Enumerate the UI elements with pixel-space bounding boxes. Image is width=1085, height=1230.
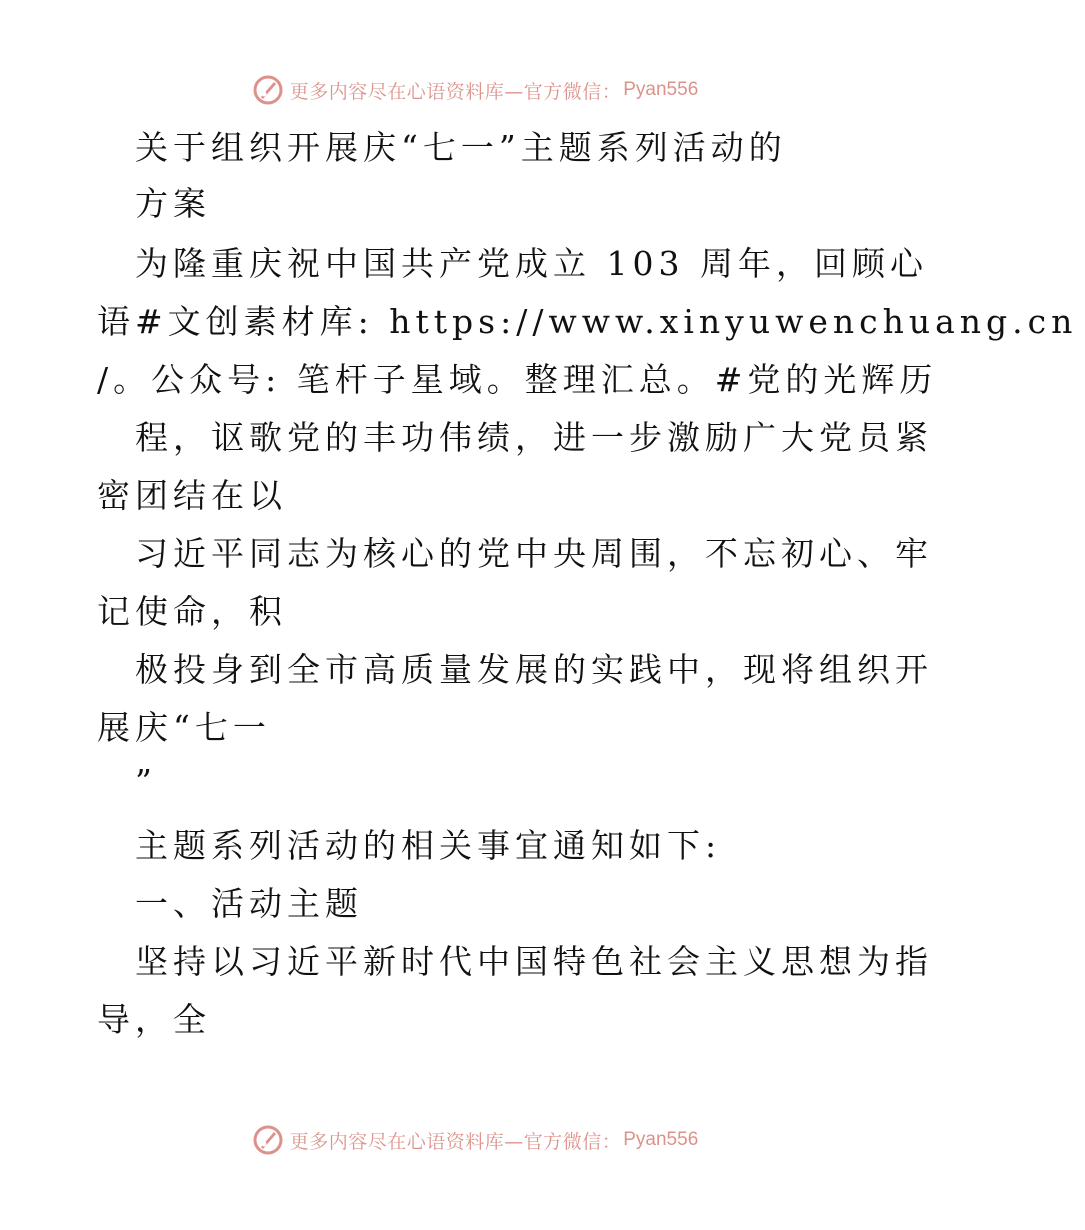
body-line: /。公众号: 笔杆子星域。整理汇总。#党的光辉历 (97, 360, 938, 399)
footer-watermark (0, 1120, 950, 1160)
body-line: 习近平同志为核心的党中央周围，不忘初心、牢 (135, 534, 933, 573)
body-line: 导，全 (97, 1000, 211, 1039)
body-line: ” (135, 762, 157, 801)
body-line: 程，讴歌党的丰功伟绩，进一步激励广大党员紧 (135, 418, 933, 457)
body-line: 密团结在以 (97, 476, 287, 515)
header-watermark (0, 70, 950, 110)
watermark-text: 更多内容尽在心语资料库—官方微信： (289, 80, 622, 103)
body-line: 语#文创素材库: https://www.xinyuwenchuang.cn (97, 302, 1078, 341)
quill-logo-icon (252, 74, 284, 106)
body-line: 展庆“七一 (97, 708, 271, 747)
quill-logo-icon (252, 1124, 284, 1156)
watermark-id: Pyan556 (623, 1129, 699, 1150)
watermark-text: 更多内容尽在心语资料库—官方微信： (289, 1130, 622, 1153)
body-line: 记使命，积 (97, 592, 287, 631)
body-line: 为隆重庆祝中国共产党成立 103 周年，回顾心 (135, 244, 928, 283)
section-heading: 一、活动主题 (135, 884, 363, 923)
watermark-id: Pyan556 (623, 79, 699, 100)
doc-title-line-1: 关于组织开展庆“七一”主题系列活动的 (135, 128, 787, 167)
doc-title-line-2: 方案 (135, 184, 211, 223)
body-line: 极投身到全市高质量发展的实践中，现将组织开 (135, 650, 933, 689)
body-line: 主题系列活动的相关事宜通知如下: (135, 826, 722, 865)
body-line: 坚持以习近平新时代中国特色社会主义思想为指 (135, 942, 933, 981)
